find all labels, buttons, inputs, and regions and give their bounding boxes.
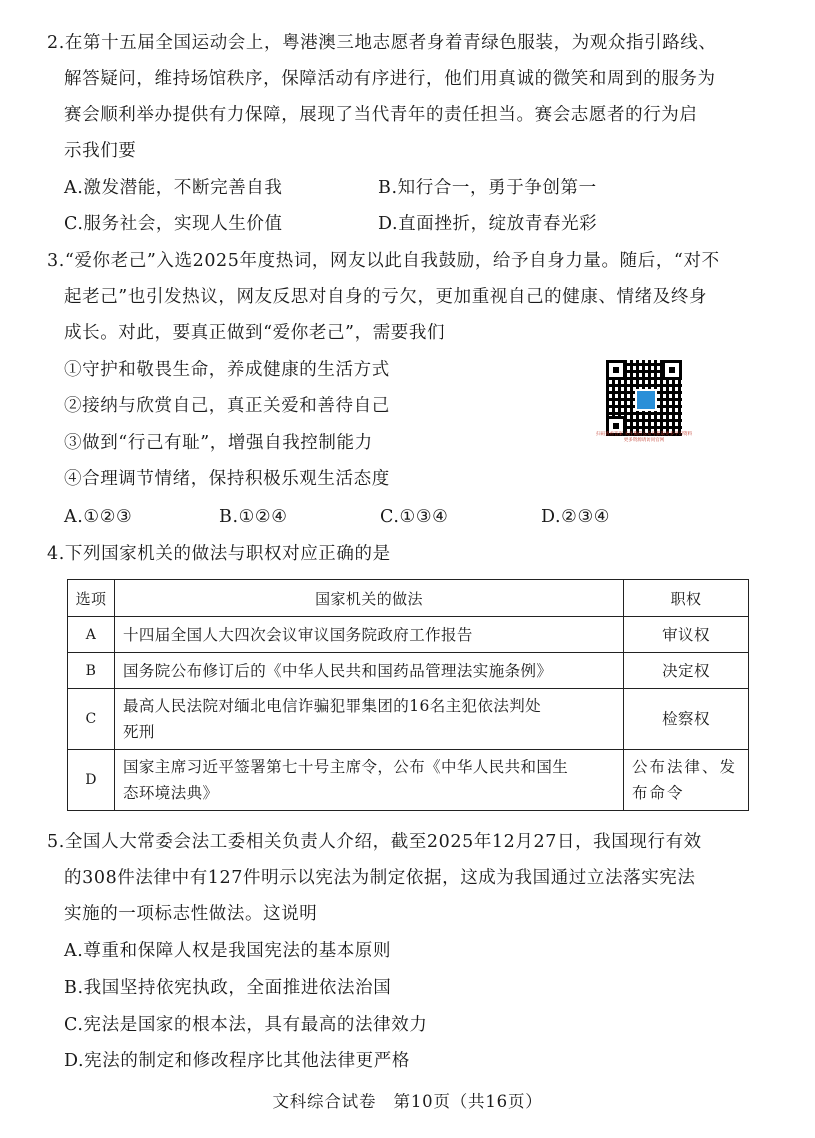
table-header-row bbox=[68, 580, 749, 617]
q3-option-b: B.①②④ bbox=[219, 507, 288, 527]
table-row bbox=[68, 689, 749, 750]
q2-stem-line-3: 赛会顺利举办提供有力保障，展现了当代青年的责任担当。赛会志愿者的行为启 bbox=[64, 105, 698, 125]
table-cell-practice: 国务院公布修订后的《中华人民共和国药品管理法实施条例》 bbox=[115, 653, 624, 689]
table-cell-option: B bbox=[68, 653, 115, 689]
q3-option-a: A.①②③ bbox=[64, 507, 133, 527]
table-row bbox=[68, 653, 749, 689]
q4-table bbox=[67, 579, 749, 811]
q5-stem-line-2: 的308件法律中有127件明示以宪法为制定依据，这成为我国通过立法落实宪法 bbox=[64, 868, 696, 888]
q2-stem-line-4: 示我们要 bbox=[64, 141, 137, 161]
q2-stem-line-1: 2.在第十五届全国运动会上，粤港澳三地志愿者身着青绿色服装，为观众指引路线、 bbox=[47, 33, 717, 53]
q3-stem-line-1: 3.“爱你老己”入选2025年度热词，网友以此自我鼓励，给予自身力量。随后，“对不 bbox=[47, 251, 720, 271]
qr-finder-icon bbox=[606, 360, 626, 380]
table-row bbox=[68, 617, 749, 653]
q4-stem: 4.下列国家机关的做法与职权对应正确的是 bbox=[47, 544, 391, 564]
q3-stem-line-2: 起老己”也引发热议，网友反思对自身的亏欠，更加重视自己的健康、情绪及终身 bbox=[64, 287, 708, 307]
table-cell-option: C bbox=[68, 689, 115, 750]
q2-option-b: B.知行合一，勇于争创第一 bbox=[378, 178, 597, 198]
table-cell-practice: 最高人民法院对缅北电信诈骗犯罪集团的16名主犯依法判处 死刑 bbox=[115, 689, 624, 750]
table-cell-power: 检察权 bbox=[624, 689, 749, 750]
table-cell-option: D bbox=[68, 750, 115, 811]
q3-stem-line-3: 成长。对此，要真正做到“爱你老己”，需要我们 bbox=[64, 323, 446, 343]
table-cell-practice: 十四届全国人大四次会议审议国务院政府工作报告 bbox=[115, 617, 624, 653]
table-cell-power: 审议权 bbox=[624, 617, 749, 653]
q5-stem-line-3: 实施的一项标志性做法。这说明 bbox=[64, 904, 318, 924]
q5-option-d: D.宪法的制定和修改程序比其他法律更严格 bbox=[64, 1051, 410, 1071]
q3-item-2: ②接纳与欣赏自己，真正关爱和善待自己 bbox=[64, 396, 390, 416]
table-cell-power: 决定权 bbox=[624, 653, 749, 689]
table-cell-option: A bbox=[68, 617, 115, 653]
table-cell-practice: 国家主席习近平签署第七十号主席令，公布《中华人民共和国生 态环境法典》 bbox=[115, 750, 624, 811]
table-header-power: 职权 bbox=[624, 580, 749, 617]
q3-item-4: ④合理调节情绪，保持积极乐观生活态度 bbox=[64, 469, 390, 489]
q3-option-c: C.①③④ bbox=[380, 507, 449, 527]
q2-option-c: C.服务社会，实现人生价值 bbox=[64, 214, 283, 234]
q5-stem-line-1: 5.全国人大常委会法工委相关负责人介绍，截至2025年12月27日，我国现行有效 bbox=[47, 832, 702, 852]
page-footer: 文科综合试卷 第10页（共16页） bbox=[272, 1092, 543, 1111]
qr-finder-icon bbox=[662, 360, 682, 380]
q5-option-c: C.宪法是国家的根本法，具有最高的法律效力 bbox=[64, 1015, 428, 1035]
q5-option-a: A.尊重和保障人权是我国宪法的基本原则 bbox=[64, 941, 392, 961]
qr-logo-icon bbox=[635, 389, 657, 411]
qr-code-icon[interactable] bbox=[606, 360, 682, 436]
q2-option-a: A.激发潜能，不断完善自我 bbox=[64, 178, 283, 198]
q3-option-d: D.②③④ bbox=[541, 507, 611, 527]
q3-item-1: ①守护和敬畏生命，养成健康的生活方式 bbox=[64, 360, 390, 380]
q3-item-3: ③做到“行己有耻”，增强自我控制能力 bbox=[64, 433, 373, 453]
table-row bbox=[68, 750, 749, 811]
table-cell-power: 公布法律、发 布命令 bbox=[624, 750, 749, 811]
q2-option-d: D.直面挫折，绽放青春光彩 bbox=[378, 214, 598, 234]
table-header-option: 选项 bbox=[68, 580, 115, 617]
q2-stem-line-2: 解答疑问，维持场馆秩序，保障活动有序进行，他们用真诚的微笑和周到的服务为 bbox=[64, 69, 716, 89]
qr-caption: 扫码查看答案 关注微信公众号获取更多学习资料 更多资源请访问官网 bbox=[596, 432, 692, 443]
q5-option-b: B.我国坚持依宪执政，全面推进依法治国 bbox=[64, 978, 392, 998]
table-header-practice: 国家机关的做法 bbox=[115, 580, 624, 617]
